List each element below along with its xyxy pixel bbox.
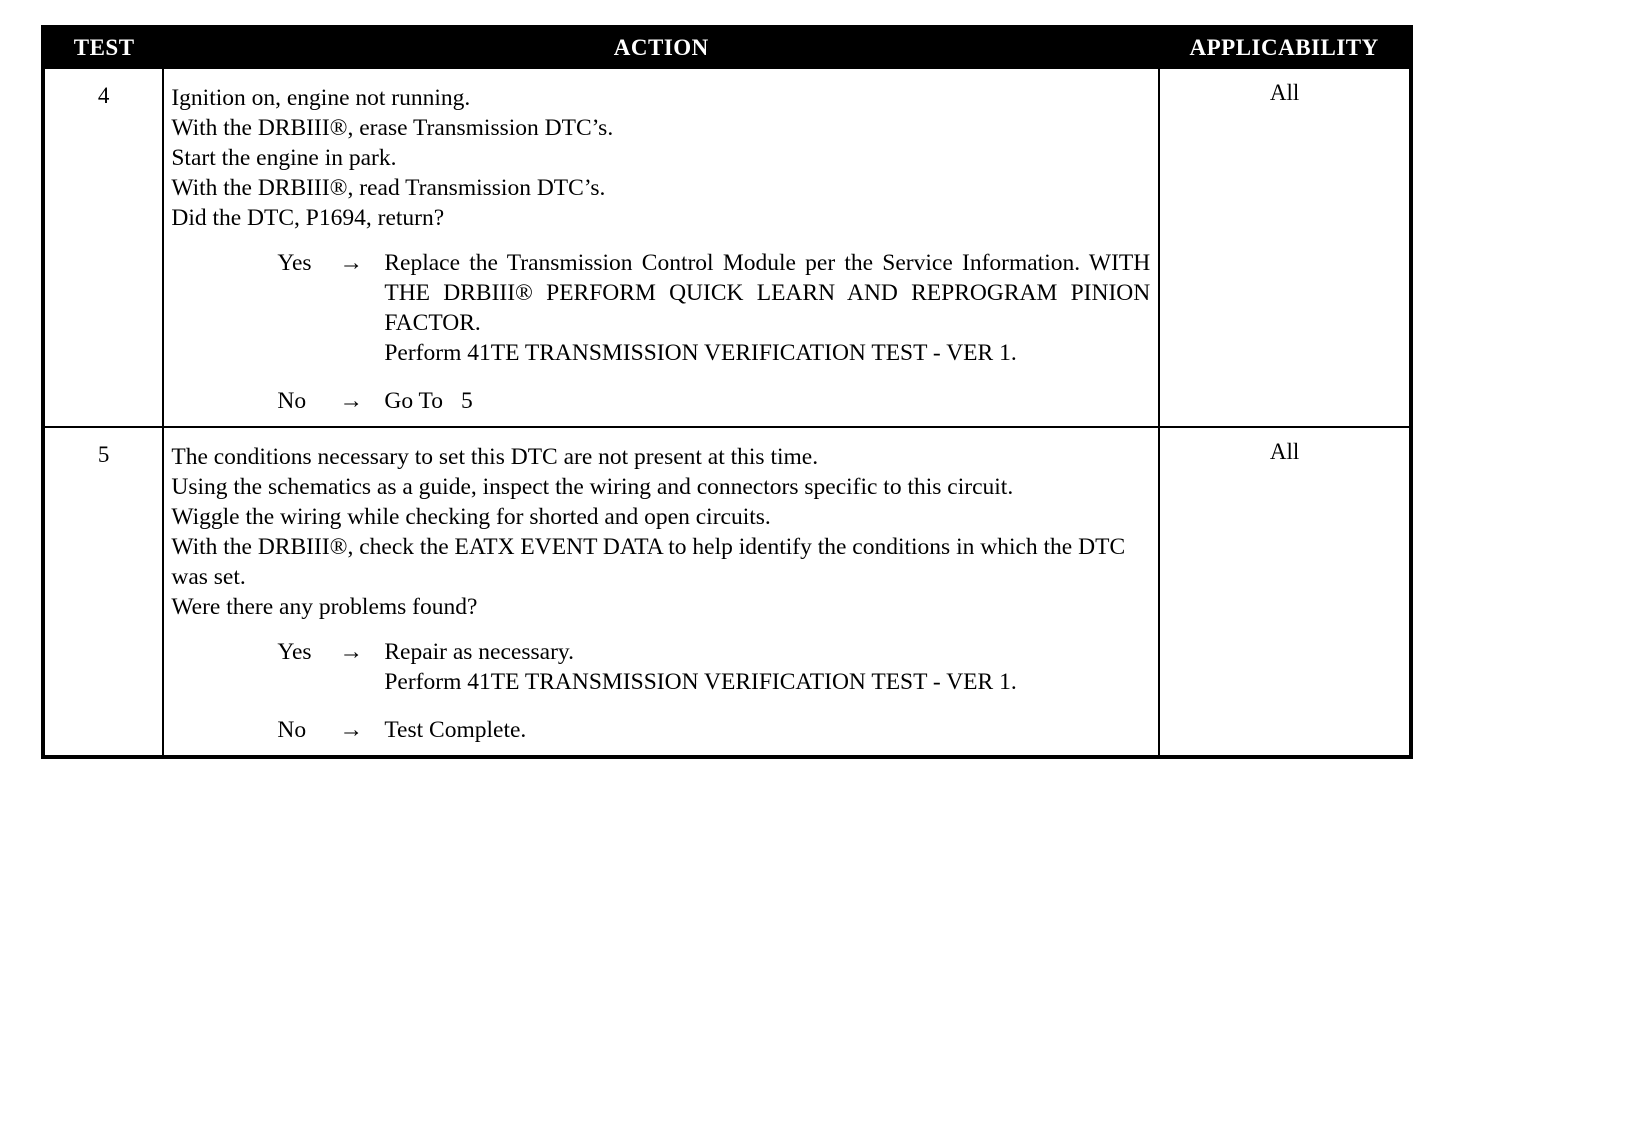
action-step: The conditions necessary to set this DTC are not present at this time. <box>171 444 819 470</box>
right-arrow-icon: → <box>339 388 363 414</box>
action-question: Were there any problems found? <box>171 594 478 620</box>
no-label: No <box>277 717 307 743</box>
action-step: Wiggle the wiring while checking for shorted and open circuits. <box>171 504 771 530</box>
action-cell <box>163 427 1159 757</box>
table-header-row <box>43 27 1411 68</box>
yes-result-line: Perform 41TE TRANSMISSION VERIFICATION TEST - VER 1. <box>384 669 1017 695</box>
no-outcome <box>171 386 1150 416</box>
action-step: Ignition on, engine not running. <box>171 85 471 111</box>
action-step: With the DRBIII®, read Transmission DTC’s. <box>171 175 606 201</box>
applicability-value: All <box>1159 68 1411 427</box>
header-action: ACTION <box>163 27 1159 68</box>
right-arrow-icon: → <box>339 717 363 743</box>
header-test: TEST <box>43 27 163 68</box>
action-question: Did the DTC, P1694, return? <box>171 205 445 231</box>
right-arrow-icon: → <box>339 639 363 665</box>
header-applicability: APPLICABILITY <box>1159 27 1411 68</box>
yes-label: Yes <box>277 250 312 276</box>
right-arrow-icon: → <box>339 250 363 276</box>
yes-result <box>384 248 1150 368</box>
table-row-test-4 <box>43 68 1411 427</box>
test-number: 4 <box>43 68 163 427</box>
yes-result-line: Replace the Transmission Control Module per the Service Information. WITH THE DRBIII® PERFORM QUICK LEARN AND REPROGRAM PINION FACTOR. <box>384 250 1151 336</box>
action-step: With the DRBIII®, check the EATX EVENT DATA to help identify the conditions in which the DTC was set. <box>171 534 1126 590</box>
test-number: 5 <box>43 427 163 757</box>
table-row-test-5 <box>43 427 1411 757</box>
action-step: Using the schematics as a guide, inspect the wiring and connectors specific to this circuit. <box>171 474 1014 500</box>
action-step: With the DRBIII®, erase Transmission DTC’s. <box>171 115 614 141</box>
yes-outcome <box>171 637 1150 697</box>
goto-text: Go To <box>384 388 443 414</box>
no-outcome <box>171 715 1150 745</box>
no-label: No <box>277 388 307 414</box>
yes-label: Yes <box>277 639 312 665</box>
action-step: Start the engine in park. <box>171 145 397 171</box>
yes-result-line: Perform 41TE TRANSMISSION VERIFICATION TEST - VER 1. <box>384 340 1017 366</box>
applicability-value: All <box>1159 427 1411 757</box>
yes-result <box>384 637 1150 697</box>
no-result: Test Complete. <box>384 717 527 743</box>
goto-test-link[interactable]: 5 <box>460 388 473 414</box>
yes-outcome <box>171 248 1150 368</box>
yes-result-line: Repair as necessary. <box>384 639 574 665</box>
diagnostic-test-table <box>41 25 1413 759</box>
action-cell <box>163 68 1159 427</box>
no-result <box>384 386 1150 416</box>
